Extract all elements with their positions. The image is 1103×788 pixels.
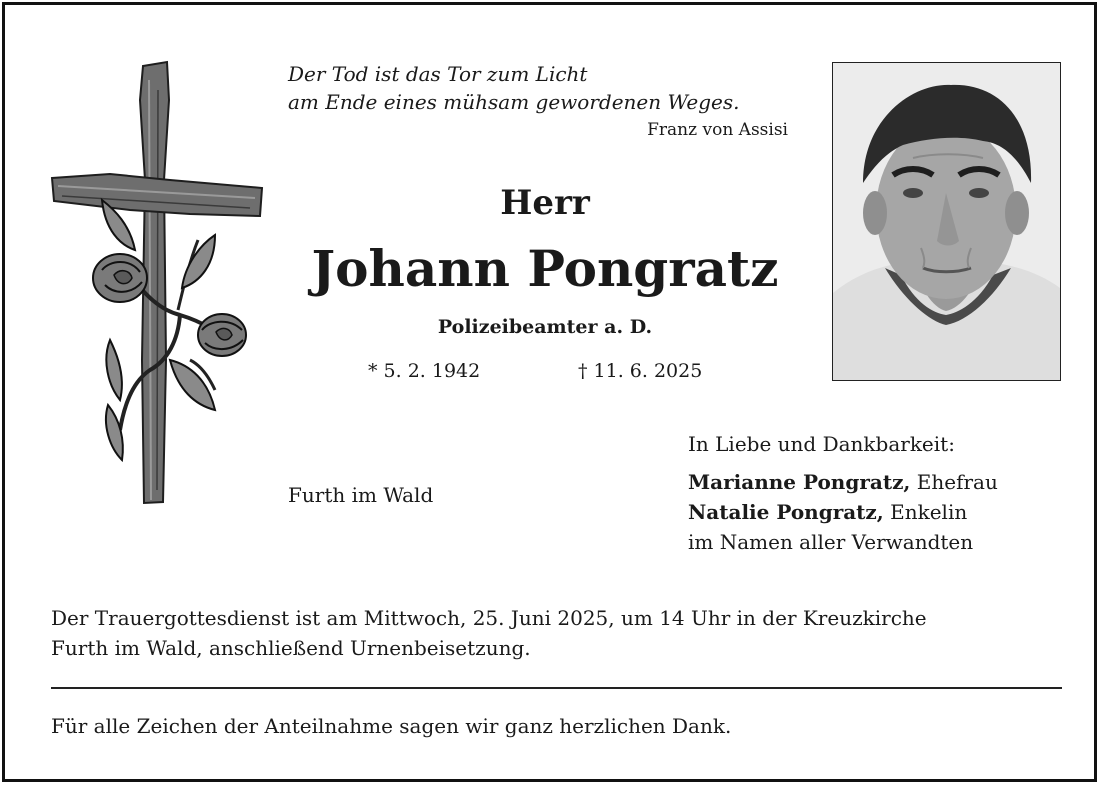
portrait-photo — [832, 62, 1061, 381]
death-date: † 11. 6. 2025 — [578, 360, 703, 382]
quote-author: Franz von Assisi — [647, 120, 788, 140]
place: Furth im Wald — [288, 483, 434, 507]
profession: Polizeibeamter a. D. — [437, 316, 653, 338]
mourner-row — [688, 497, 998, 527]
birth-date: * 5. 2. 1942 — [368, 360, 481, 382]
thanks-note: Für alle Zeichen der Anteilnahme sagen wir ganz herzlichen Dank. — [51, 714, 732, 738]
mourners-block — [688, 429, 998, 557]
divider — [51, 687, 1062, 689]
mourner-relation: Ehefrau — [910, 470, 998, 494]
mourner-relation: Enkelin — [883, 500, 968, 524]
mourner-name: Marianne Pongratz, — [688, 470, 911, 494]
quote-line-2: am Ende eines mühsam gewordenen Weges. — [288, 90, 740, 114]
service-info — [51, 603, 1071, 663]
service-line-2: Furth im Wald, anschließend Urnenbeisetzung. — [51, 636, 531, 660]
mourner-name: Natalie Pongratz, — [688, 500, 884, 524]
mourner-row — [688, 467, 998, 497]
mourners-closing: im Namen aller Verwandten — [688, 530, 974, 554]
deceased-name: Johann Pongratz — [311, 239, 779, 298]
mourners-intro: In Liebe und Dankbarkeit: — [688, 432, 955, 456]
quote-line-1: Der Tod ist das Tor zum Licht — [288, 62, 588, 86]
service-line-1: Der Trauergottesdienst ist am Mittwoch, 25. Juni 2025, um 14 Uhr in der Kreuzkirche — [51, 606, 927, 630]
cross-with-roses-icon — [50, 60, 265, 505]
obituary-card — [2, 2, 1097, 782]
salutation: Herr — [500, 183, 590, 223]
